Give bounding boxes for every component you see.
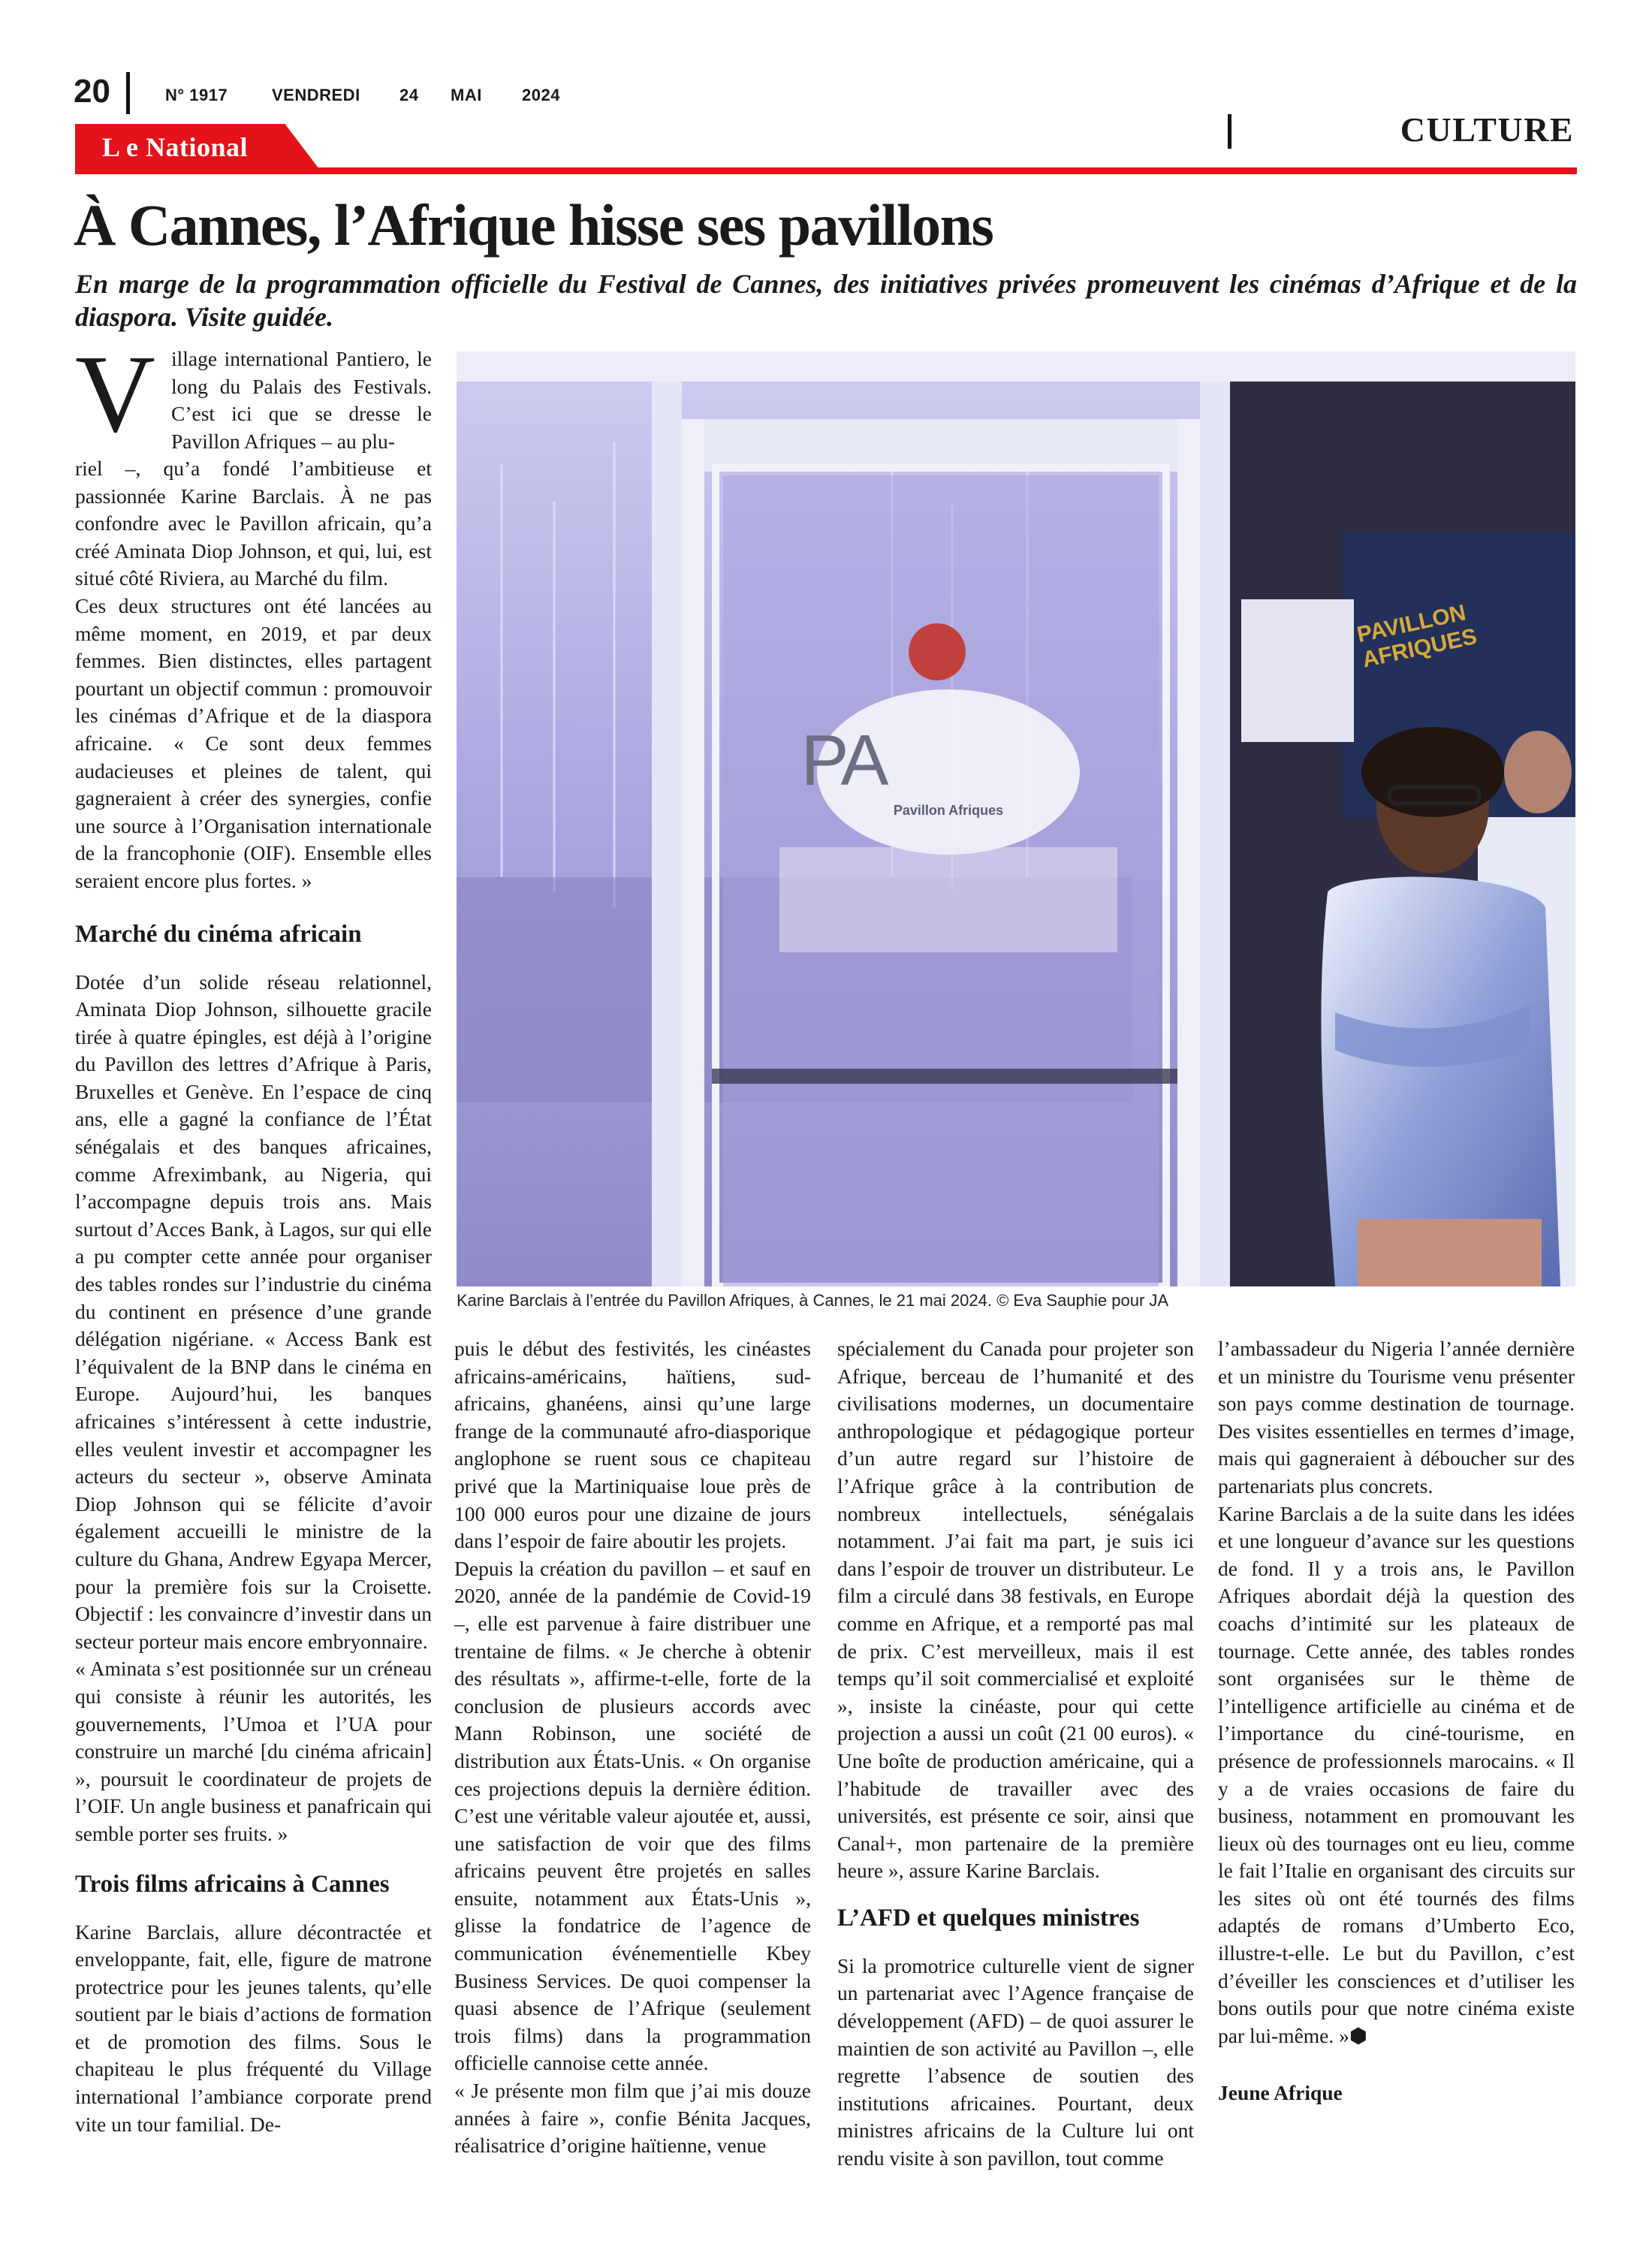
column-2 xyxy=(454,1335,811,2160)
issue-month: MAI xyxy=(451,86,482,104)
column-4 xyxy=(1218,1335,1575,2107)
article-source: Jeune Afrique xyxy=(1218,2081,1343,2105)
drop-cap: V xyxy=(75,333,155,456)
page-number-divider xyxy=(126,72,130,114)
section-title: CULTURE xyxy=(1400,110,1574,149)
paragraph: spécialement du Canada pour projeter son Afrique, berceau de l’humanité et des civilisations modernes, un documentaire anthropologique et pédagogique porteur d’un autre regard sur l’histoire de l’Afrique grâce à la contribution de nombreux intellectuels, sénégalais notamment. J’ai fait ma part, je suis ici dans l’espoir de trouver un distributeur. Le film a circulé dans 38 festivals, en Europe comme en Afrique, et a remporté pas mal de prix. C’est merveilleux, mais il est temps qu’il soit commercialisé et exploité », insiste la cinéaste, pour qui cette projection a aussi un coût (21 00 euros). « Une boîte de production américaine, qui a l’habitude de travailler avec des universités, est présente ce soir, ainsi que Canal+, mon partenaire de la première heure », assure Karine Barclais. xyxy=(837,1337,1194,1883)
article-standfirst: En marge de la programmation officielle du Festival de Cannes, des initiatives privées promeuvent les cinémas d’Afrique et de la diaspora. Visite guidée. xyxy=(75,269,1577,332)
paragraph: Si la promotrice culturelle vient de signer un partenariat avec l’Agence française de développement (AFD) – de quoi assurer le maintien de son activité au Pavillon –, elle regrette l’absence de soutien des institutions africaines. Pourtant, deux ministres africains de la Culture lui ont rendu visite à son pavillon, tout comme xyxy=(837,1953,1194,2170)
paragraph: puis le début des festivités, les cinéastes africains-américains, haïtiens, sud-africains, ghanéens, ainsi qu’une large frange de la communauté afro-diasporique anglophone se ruent sous ce chapiteau privé que la Martiniquaise loue près de 100 000 euros pour une dizaine de jours dans l’espoir de faire aboutir les projets. xyxy=(454,1337,811,1553)
column-1 xyxy=(75,455,432,2138)
pavillon-logo-name: Pavillon Afriques xyxy=(893,803,1004,818)
subheading-trois-films: Trois films africains à Cannes xyxy=(75,1870,390,1898)
subheading-afd: L’AFD et quelques ministres xyxy=(837,1904,1140,1932)
end-mark-icon: ⬢ xyxy=(1349,2023,1367,2047)
lead-paragraph-start: illage international Pantiero, le long du Palais des Festivals. C’est ici que se dresse le Pavillon Afriques – au plu- xyxy=(171,347,432,453)
pavillon-logo-letters: PA xyxy=(800,720,886,801)
paragraph: Depuis la création du pavillon – et sauf en 2020, année de la pandémie de Covid-19 –, elle est parvenue à faire distribuer une trentaine de films. « Je cherche à obtenir des résultats », affirme-t-elle, forte de la conclusion de plusieurs accords avec Mann Robinson, une société de distribution aux États-Unis. « On organise ces projections depuis la dernière édition. C’est une véritable valeur ajoutée et, aussi, une satisfaction de voir que des films africains peuvent être projetés en salles ensuite, notamment aux États-Unis », glisse la fondatrice de l’agence de communication événementielle Kbey Business Services. De quoi compenser la quasi absence de l’Afrique (seulement trois films) dans la programmation officielle cannoise cette année. xyxy=(454,1556,811,2075)
page-number: 20 xyxy=(74,73,110,110)
column-3 xyxy=(837,1335,1194,2173)
closing-paragraph: Karine Barclais a de la suite dans les idées et une longueur d’avance sur les questions de fond. Il y a trois ans, le Pavillon Afriques abordait déjà la question des coachs d’intimité sur les plateaux de tournage. Cette année, des tables rondes sont organisées sur le thème de l’intelligence artificielle au cinéma et de l’importance du ciné-tourisme, en présence de professionnels marocains. « Il y a de vraies occasions de faire du business, notamment en promouvant les lieux où des tournages ont eu lieu, comme le fait l’Italie en organisant des circuits sur les sites où ont été tournés des films adaptés de romans d’Umberto Eco, illustre-t-elle. Le but du Pavillon, c’est d’éveiller les consciences et d’utiliser les bons outils pour que notre cinéma existe par lui-même. » xyxy=(1218,1501,1575,2047)
article-title: À Cannes, l’Afrique hisse ses pavillons xyxy=(74,192,993,258)
paragraph: Ces deux structures ont été lancées au même moment, en 2019, et par deux femmes. Bien distinctes, elles partagent pourtant un objectif commun : promouvoir les cinémas d’Afrique et de la diaspora africaine. « Ce sont deux femmes audacieuses et pleines de talent, qui gagneraient à créer des synergies, confie une source à l’Organisation internationale de la francophonie (OIF). Ensemble elles seraient encore plus fortes. » xyxy=(75,593,432,892)
article-photo xyxy=(457,351,1575,1286)
issue-weekday: VENDREDI xyxy=(272,86,360,104)
issue-number: N° 1917 xyxy=(165,86,228,104)
issue-day: 24 xyxy=(399,86,419,104)
paragraph xyxy=(1218,1500,1575,2050)
photo-illustration xyxy=(457,351,1575,1286)
paragraph: « Aminata s’est positionnée sur un créneau qui consiste à réunir les autorités, les gouvernements, l’Umoa et l’UA pour construire un marché [du cinéma africain] », poursuit le coordinateur de projets de l’OIF. Un angle business et panafricain qui semble porter ses fruits. » xyxy=(75,1657,432,1845)
section-divider xyxy=(1228,114,1231,149)
pavillon-banner: PAVILLON AFRIQUES xyxy=(1355,600,1479,673)
paragraph: « Je présente mon film que j’ai mis douze années à faire », confie Bénita Jacques, réalisatrice d’origine haïtienne, venue xyxy=(454,2079,811,2158)
paragraph: l’ambassadeur du Nigeria l’année dernière et un ministre du Tourisme venu présenter son pays comme destination de tournage. Des visites essentielles en termes d’image, mais qui gagneraient à déboucher sur des partenariats plus concrets. xyxy=(1218,1337,1575,1497)
brand-name: L e National xyxy=(102,132,249,162)
header-rule xyxy=(75,167,1577,174)
photo-caption: Karine Barclais à l’entrée du Pavillon Afriques, à Cannes, le 21 mai 2024. © Eva Sauphie pour JA xyxy=(457,1291,1169,1310)
paragraph: Dotée d’un solide réseau relationnel, Aminata Diop Johnson, silhouette gracile tirée à quatre épingles, est déjà à l’origine du Pavillon des lettres d’Afrique à Paris, Bruxelles et Genève. En l’espace de cinq ans, elle a gagné la confiance de l’État sénégalais et des banques africaines, comme Afreximbank, au Nigeria, qui l’accompagne depuis trois ans. Mais surtout d’Acces Bank, à Lagos, sur qui elle a pu compter cette année pour organiser des tables rondes sur l’industrie du cinéma du continent en présence d’une grande délégation nigériane. « Access Bank est l’équivalent de la BNP dans le cinéma en Europe. Aujourd’hui, les banques africaines s’intéressent à cette industrie, elles veulent investir et accompagner les acteurs du secteur », observe Aminata Diop Johnson qui se félicite d’avoir également accueilli le ministre de la culture du Ghana, Andrew Egyapa Mercer, pour la première fois sur la Croisette. Objectif : les convaincre d’investir dans un secteur porteur mais encore embryonnaire. xyxy=(75,970,432,1653)
lead-paragraph-end: riel –, qu’a fondé l’ambitieuse et passionnée Karine Barclais. À ne pas confondre avec le Pavillon africain, qu’a créé Aminata Diop Johnson, et qui, lui, est situé côté Riviera, au Marché du film. xyxy=(75,457,432,590)
issue-year: 2024 xyxy=(522,86,560,104)
paragraph: Karine Barclais, allure décontractée et enveloppante, fait, elle, figure de matrone protectrice pour les jeunes talents, qu’elle soutient par le biais d’actions de formation et de promotion des films. Sous le chapiteau le plus fréquenté du Village international l’ambiance corporate prend vite un tour familial. De- xyxy=(75,1920,432,2136)
subheading-marche: Marché du cinéma africain xyxy=(75,920,362,948)
